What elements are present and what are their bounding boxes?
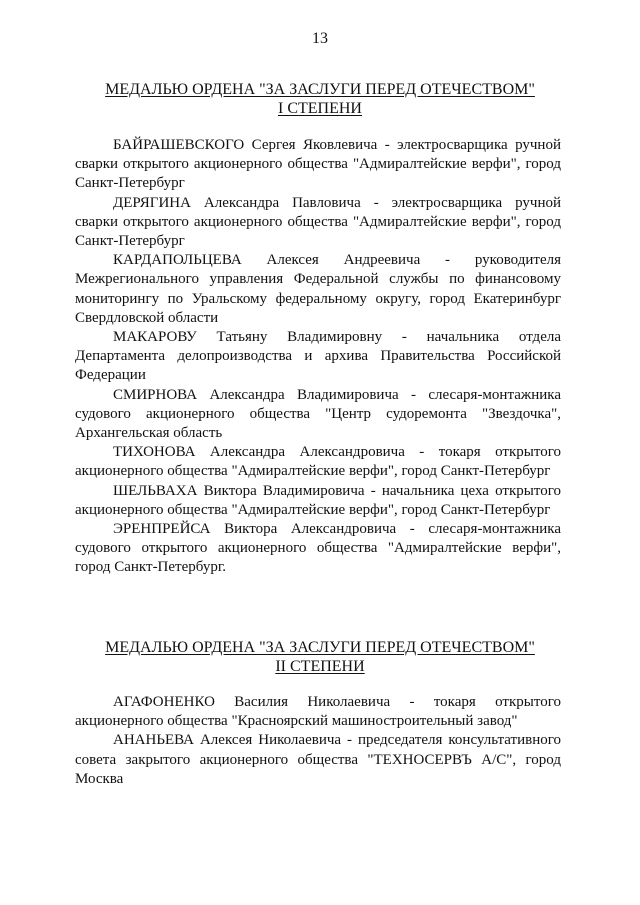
- page-number: 13: [312, 30, 328, 47]
- award-entry: МАКАРОВУ Татьяну Владимировну - начальника отдела Департамента делопроизводства и архива Правительства Российской Федерации: [75, 329, 561, 384]
- award-entry: КАРДАПОЛЬЦЕВА Алексея Андреевича - руководителя Межрегионального управления Федеральной службы по финансовому мониторингу по Уральскому федеральному округу, город Екатеринбург Свердловской области: [75, 252, 561, 326]
- award-entry: СМИРНОВА Александра Владимировича - слесаря-монтажника судового акционерного общества "Центр судоремонта "Звездочка", Архангельская область: [75, 386, 561, 442]
- award-entry: АНАНЬЕВА Алексея Николаевича - председателя консультативного совета закрытого акционерного общества "ТЕХНОСЕРВЪ А/С", город Москва: [75, 732, 561, 787]
- section-heading-2-line2: II СТЕПЕНИ: [275, 658, 365, 675]
- award-entry: БАЙРАШЕВСКОГО Сергея Яковлевича - электросварщика ручной сварки открытого акционерного общества "Адмиралтейские верфи", город Санкт-Петербург: [75, 137, 561, 192]
- award-entry: ДЕРЯГИНА Александра Павловича - электросварщика ручной сварки открытого акционерного общества "Адмиралтейские верфи", город Санкт-Петербург: [75, 194, 561, 250]
- award-entry: АГАФОНЕНКО Василия Николаевича - токаря открытого акционерного общества "Красноярский машиностроительный завод": [75, 694, 561, 730]
- section-heading-2: [0, 638, 640, 676]
- section-heading-2-line1: МЕДАЛЬЮ ОРДЕНА "ЗА ЗАСЛУГИ ПЕРЕД ОТЕЧЕСТВОМ": [105, 639, 535, 656]
- award-entry: ШЕЛЬВАХА Виктора Владимировича - начальника цеха открытого акционерного общества "Адмиралтейские верфи", город Санкт-Петербург: [75, 482, 561, 518]
- section-heading-1-line2: I СТЕПЕНИ: [278, 100, 362, 117]
- award-entry: ЭРЕНПРЕЙСА Виктора Александровича - слесаря-монтажника судового открытого акционерного общества "Адмиралтейские верфи", город Санкт-Петербург.: [75, 521, 561, 576]
- award-entry: ТИХОНОВА Александра Александровича - токаря открытого акционерного общества "Адмиралтейские верфи", город Санкт-Петербург: [75, 444, 561, 480]
- section-2-entries: [75, 693, 561, 789]
- section-1-entries: [75, 136, 561, 578]
- section-heading-1: [0, 80, 640, 118]
- section-heading-1-line1: МЕДАЛЬЮ ОРДЕНА "ЗА ЗАСЛУГИ ПЕРЕД ОТЕЧЕСТВОМ": [105, 81, 535, 98]
